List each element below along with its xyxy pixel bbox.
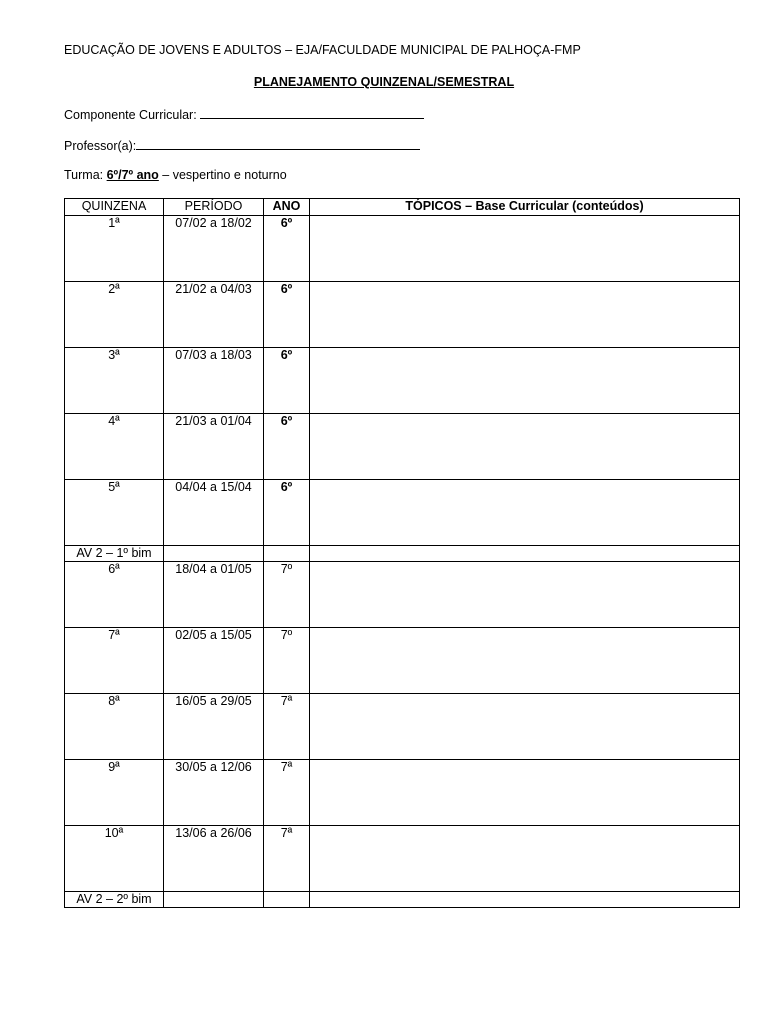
table-row <box>65 760 740 826</box>
institution-heading: EDUCAÇÃO DE JOVENS E ADULTOS – EJA/FACULDADE MUNICIPAL DE PALHOÇA-FMP <box>64 43 581 57</box>
componente-curricular-blank[interactable] <box>200 106 424 119</box>
periodo-cell: 18/04 a 01/05 <box>164 562 264 628</box>
table-row <box>65 480 740 546</box>
topicos-cell[interactable] <box>310 546 740 562</box>
quinzena-cell: 3ª <box>65 348 164 414</box>
topicos-cell[interactable] <box>310 892 740 908</box>
ano-cell <box>264 546 310 562</box>
topicos-cell[interactable] <box>310 694 740 760</box>
table-row <box>65 694 740 760</box>
topicos-cell[interactable] <box>310 216 740 282</box>
periodo-cell: 21/03 a 01/04 <box>164 414 264 480</box>
ano-cell: 6º <box>264 216 310 282</box>
ano-cell: 6º <box>264 282 310 348</box>
periodo-cell: 04/04 a 15/04 <box>164 480 264 546</box>
turma-value: 6º/7º ano <box>106 168 159 182</box>
ano-cell: 7ª <box>264 694 310 760</box>
table-row <box>65 628 740 694</box>
table-row <box>65 562 740 628</box>
turma-rest: – vespertino e noturno <box>158 168 287 182</box>
topicos-cell[interactable] <box>310 760 740 826</box>
ano-cell: 6º <box>264 414 310 480</box>
ano-cell: 6º <box>264 480 310 546</box>
table-header-row <box>65 199 740 216</box>
table-row <box>65 826 740 892</box>
quinzena-cell: AV 2 – 2º bim <box>65 892 164 908</box>
topicos-cell[interactable] <box>310 348 740 414</box>
ano-cell: 7º <box>264 628 310 694</box>
quinzena-cell: 9ª <box>65 760 164 826</box>
turma-label: Turma: <box>64 168 107 182</box>
quinzena-cell: 7ª <box>65 628 164 694</box>
topicos-cell[interactable] <box>310 480 740 546</box>
ano-cell <box>264 892 310 908</box>
planning-table <box>64 198 740 908</box>
periodo-cell: 16/05 a 29/05 <box>164 694 264 760</box>
col-header-ano: ANO <box>264 199 310 216</box>
periodo-cell: 13/06 a 26/06 <box>164 826 264 892</box>
quinzena-cell: 8ª <box>65 694 164 760</box>
assessment-row <box>65 546 740 562</box>
periodo-cell <box>164 892 264 908</box>
col-header-quinzena: QUINZENA <box>65 199 164 216</box>
ano-cell: 6º <box>264 348 310 414</box>
table-row <box>65 282 740 348</box>
topicos-cell[interactable] <box>310 628 740 694</box>
topicos-cell[interactable] <box>310 414 740 480</box>
quinzena-cell: 1ª <box>65 216 164 282</box>
periodo-cell: 21/02 a 04/03 <box>164 282 264 348</box>
quinzena-cell: 5ª <box>65 480 164 546</box>
ano-cell: 7ª <box>264 826 310 892</box>
assessment-row <box>65 892 740 908</box>
periodo-cell: 07/02 a 18/02 <box>164 216 264 282</box>
quinzena-cell: 4ª <box>65 414 164 480</box>
periodo-cell: 30/05 a 12/06 <box>164 760 264 826</box>
topicos-cell[interactable] <box>310 562 740 628</box>
ano-cell: 7ª <box>264 760 310 826</box>
table-row <box>65 348 740 414</box>
col-header-topicos: TÓPICOS – Base Curricular (conteúdos) <box>310 199 740 216</box>
col-header-periodo: PERÍODO <box>164 199 264 216</box>
quinzena-cell: 6ª <box>65 562 164 628</box>
quinzena-cell: 10ª <box>65 826 164 892</box>
periodo-cell: 02/05 a 15/05 <box>164 628 264 694</box>
periodo-cell: 07/03 a 18/03 <box>164 348 264 414</box>
professor-line <box>64 137 420 153</box>
table-row <box>65 216 740 282</box>
periodo-cell <box>164 546 264 562</box>
ano-cell: 7º <box>264 562 310 628</box>
document-title: PLANEJAMENTO QUINZENAL/SEMESTRAL <box>253 75 515 89</box>
table-row <box>65 414 740 480</box>
professor-blank[interactable] <box>136 137 420 150</box>
topicos-cell[interactable] <box>310 282 740 348</box>
topicos-cell[interactable] <box>310 826 740 892</box>
componente-curricular-line <box>64 106 424 122</box>
quinzena-cell: AV 2 – 1º bim <box>65 546 164 562</box>
quinzena-cell: 2ª <box>65 282 164 348</box>
componente-curricular-label: Componente Curricular: <box>64 108 201 122</box>
turma-line <box>64 168 287 182</box>
professor-label: Professor(a): <box>64 139 137 153</box>
